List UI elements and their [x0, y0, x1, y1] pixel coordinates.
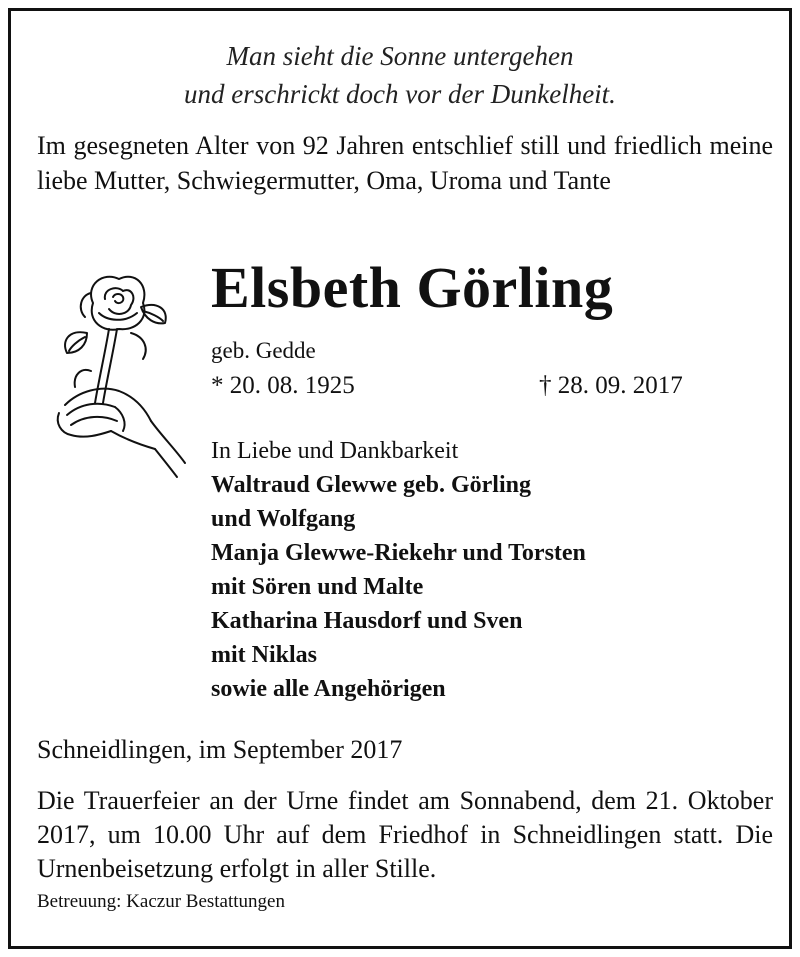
- mourner-line: mit Niklas: [211, 642, 318, 668]
- birth-date: * 20. 08. 1925: [211, 372, 355, 399]
- funeral-details: Die Trauerfeier an der Urne findet am Sonnabend, dem 21. Oktober 2017, um 10.00 Uhr auf dem Friedhof in Schneidlingen statt. Die Urnenbeisetzung erfolgt in aller Stille.: [37, 786, 773, 883]
- mourner-line: Manja Glewwe-Riekehr und Torsten: [211, 540, 586, 566]
- place-and-date: Schneidlingen, im September 2017: [37, 735, 403, 764]
- mourners-lead: In Liebe und Dankbarkeit: [211, 438, 459, 464]
- mourner-line: sowie alle Angehörigen: [211, 676, 446, 702]
- motto-line-1: Man sieht die Sonne untergehen: [226, 41, 574, 71]
- intro-text: Im gesegneten Alter von 92 Jahren entschlief still und friedlich meine liebe Mutter, Schwiegermutter, Oma, Uroma und Tante: [37, 131, 773, 195]
- mourner-line: Katharina Hausdorf und Sven: [211, 608, 523, 634]
- mourner-line: mit Sören und Malte: [211, 574, 424, 600]
- birth-name: geb. Gedde: [211, 338, 316, 363]
- motto-line-2: und erschrickt doch vor der Dunkelheit.: [184, 79, 616, 109]
- deceased-name: Elsbeth Görling: [211, 255, 614, 320]
- undertaker-credit: Betreuung: Kaczur Bestattungen: [37, 891, 285, 912]
- mourner-line: und Wolfgang: [211, 506, 356, 532]
- obituary-notice: [8, 8, 792, 949]
- motto: [11, 37, 789, 113]
- mourner-line: Waltraud Glewwe geb. Görling: [211, 472, 531, 498]
- rose-in-hand-icon: [45, 263, 205, 488]
- mourners-list: [211, 434, 771, 706]
- death-date: † 28. 09. 2017: [539, 372, 683, 399]
